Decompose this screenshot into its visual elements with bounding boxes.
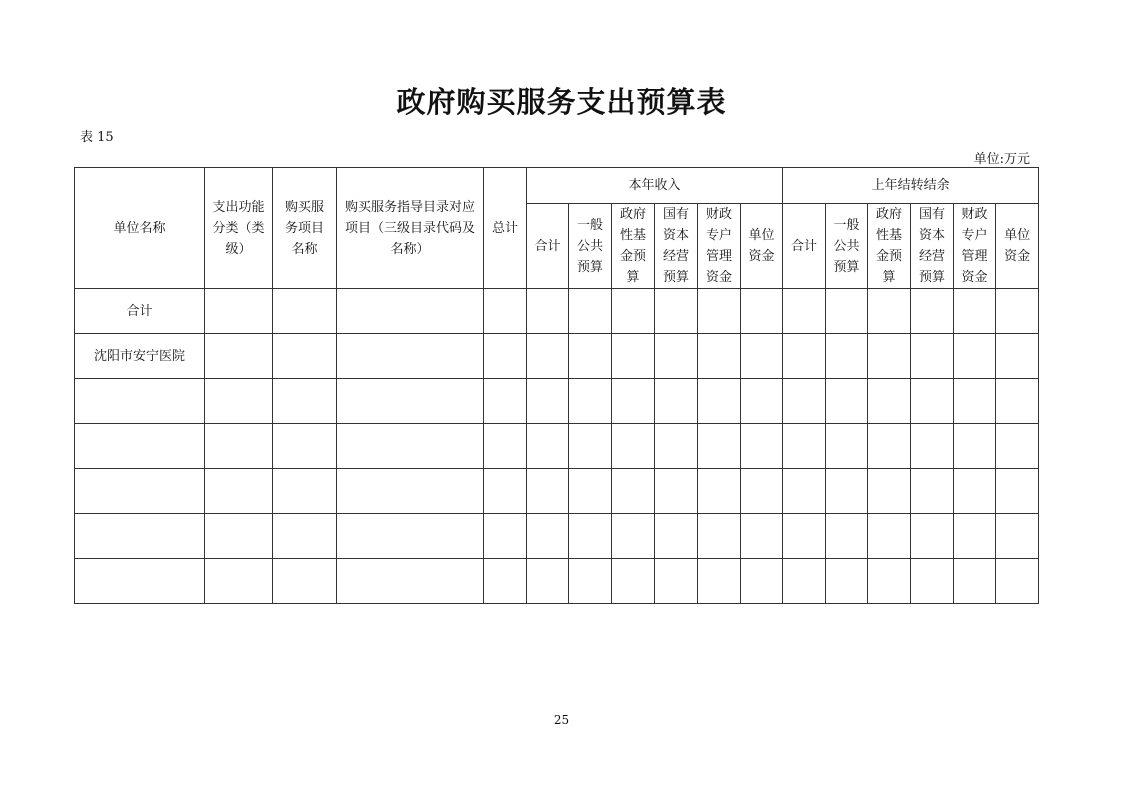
cell bbox=[826, 514, 868, 559]
cell bbox=[273, 469, 337, 514]
header-unit-name: 单位名称 bbox=[75, 168, 205, 289]
cell bbox=[698, 514, 741, 559]
subheader-income-fund: 政府性基金预算 bbox=[612, 204, 655, 289]
cell bbox=[954, 469, 996, 514]
cell bbox=[868, 334, 911, 379]
document-title: 政府购买服务支出预算表 bbox=[396, 85, 727, 119]
cell bbox=[337, 289, 484, 334]
cell bbox=[612, 334, 655, 379]
cell bbox=[783, 379, 826, 424]
row-unit-name bbox=[75, 514, 205, 559]
cell bbox=[954, 424, 996, 469]
cell bbox=[655, 379, 698, 424]
cell bbox=[868, 379, 911, 424]
cell bbox=[569, 514, 612, 559]
cell bbox=[954, 379, 996, 424]
subheader-carryover-fund: 政府性基金预算 bbox=[868, 204, 911, 289]
cell bbox=[741, 334, 783, 379]
cell bbox=[698, 289, 741, 334]
cell bbox=[996, 559, 1039, 604]
cell bbox=[868, 469, 911, 514]
cell bbox=[337, 559, 484, 604]
table-number: 表 15 bbox=[80, 130, 114, 145]
cell bbox=[655, 334, 698, 379]
cell bbox=[612, 514, 655, 559]
budget-table bbox=[74, 167, 1039, 604]
cell bbox=[569, 469, 612, 514]
cell bbox=[911, 559, 954, 604]
cell bbox=[337, 469, 484, 514]
cell bbox=[484, 424, 527, 469]
cell bbox=[527, 559, 569, 604]
cell bbox=[569, 379, 612, 424]
page-number: 25 bbox=[553, 713, 570, 727]
header-total: 总计 bbox=[484, 168, 527, 289]
cell bbox=[655, 469, 698, 514]
subheader-carryover-state-capital: 国有资本经营预算 bbox=[911, 204, 954, 289]
cell bbox=[205, 289, 273, 334]
cell bbox=[484, 379, 527, 424]
cell bbox=[741, 469, 783, 514]
cell bbox=[954, 334, 996, 379]
cell bbox=[337, 424, 484, 469]
subheader-income-special-account: 财政专户管理资金 bbox=[698, 204, 741, 289]
table-row bbox=[75, 379, 1039, 424]
cell bbox=[569, 424, 612, 469]
row-unit-name: 沈阳市安宁医院 bbox=[75, 334, 205, 379]
cell bbox=[868, 424, 911, 469]
cell bbox=[868, 514, 911, 559]
cell bbox=[484, 514, 527, 559]
cell bbox=[783, 424, 826, 469]
cell bbox=[996, 424, 1039, 469]
subheader-income-total: 合计 bbox=[527, 204, 569, 289]
cell bbox=[527, 469, 569, 514]
cell bbox=[527, 424, 569, 469]
cell bbox=[527, 379, 569, 424]
cell bbox=[783, 514, 826, 559]
cell bbox=[527, 334, 569, 379]
cell bbox=[273, 379, 337, 424]
header-function-class: 支出功能分类（类级） bbox=[205, 168, 273, 289]
cell bbox=[337, 379, 484, 424]
cell bbox=[996, 469, 1039, 514]
header-carryover: 上年结转结余 bbox=[783, 168, 1039, 204]
cell bbox=[205, 334, 273, 379]
cell bbox=[569, 334, 612, 379]
cell bbox=[337, 334, 484, 379]
row-unit-name bbox=[75, 469, 205, 514]
cell bbox=[655, 514, 698, 559]
cell bbox=[954, 514, 996, 559]
header-project-name: 购买服务项目名称 bbox=[273, 168, 337, 289]
cell bbox=[911, 334, 954, 379]
subheader-carryover-total: 合计 bbox=[783, 204, 826, 289]
cell bbox=[612, 469, 655, 514]
table-row bbox=[75, 289, 1039, 334]
cell bbox=[911, 514, 954, 559]
cell bbox=[205, 379, 273, 424]
cell bbox=[484, 469, 527, 514]
cell bbox=[527, 289, 569, 334]
header-guide-catalog: 购买服务指导目录对应项目（三级目录代码及名称） bbox=[337, 168, 484, 289]
subheader-carryover-general: 一般公共预算 bbox=[826, 204, 868, 289]
cell bbox=[655, 559, 698, 604]
cell bbox=[783, 334, 826, 379]
cell bbox=[273, 424, 337, 469]
cell bbox=[698, 334, 741, 379]
cell bbox=[741, 289, 783, 334]
cell bbox=[612, 424, 655, 469]
cell bbox=[273, 334, 337, 379]
cell bbox=[698, 469, 741, 514]
header-current-year-income: 本年收入 bbox=[527, 168, 783, 204]
cell bbox=[273, 514, 337, 559]
cell bbox=[569, 559, 612, 604]
cell bbox=[698, 559, 741, 604]
cell bbox=[826, 424, 868, 469]
cell bbox=[826, 559, 868, 604]
cell bbox=[484, 289, 527, 334]
cell bbox=[911, 379, 954, 424]
cell bbox=[826, 334, 868, 379]
table-row bbox=[75, 334, 1039, 379]
cell bbox=[783, 559, 826, 604]
cell bbox=[205, 469, 273, 514]
cell bbox=[783, 289, 826, 334]
subheader-carryover-unit-funds: 单位资金 bbox=[996, 204, 1039, 289]
cell bbox=[911, 289, 954, 334]
cell bbox=[655, 424, 698, 469]
cell bbox=[868, 289, 911, 334]
cell bbox=[612, 379, 655, 424]
cell bbox=[484, 334, 527, 379]
cell bbox=[741, 559, 783, 604]
cell bbox=[698, 424, 741, 469]
row-unit-name bbox=[75, 379, 205, 424]
cell bbox=[996, 289, 1039, 334]
cell bbox=[741, 514, 783, 559]
cell bbox=[911, 469, 954, 514]
cell bbox=[741, 424, 783, 469]
unit-label: 单位:万元 bbox=[973, 152, 1030, 167]
cell bbox=[954, 559, 996, 604]
cell bbox=[484, 559, 527, 604]
row-unit-name bbox=[75, 559, 205, 604]
cell bbox=[205, 514, 273, 559]
table-row bbox=[75, 469, 1039, 514]
cell bbox=[911, 424, 954, 469]
cell bbox=[612, 289, 655, 334]
cell bbox=[273, 559, 337, 604]
cell bbox=[205, 424, 273, 469]
cell bbox=[826, 289, 868, 334]
row-unit-name: 合计 bbox=[75, 289, 205, 334]
cell bbox=[655, 289, 698, 334]
cell bbox=[527, 514, 569, 559]
table-row bbox=[75, 424, 1039, 469]
subheader-carryover-special-account: 财政专户管理资金 bbox=[954, 204, 996, 289]
cell bbox=[826, 469, 868, 514]
cell bbox=[954, 289, 996, 334]
row-unit-name bbox=[75, 424, 205, 469]
cell bbox=[783, 469, 826, 514]
cell bbox=[741, 379, 783, 424]
cell bbox=[698, 379, 741, 424]
cell bbox=[569, 289, 612, 334]
cell bbox=[996, 334, 1039, 379]
cell bbox=[868, 559, 911, 604]
subheader-income-unit-funds: 单位资金 bbox=[741, 204, 783, 289]
subheader-income-general: 一般公共预算 bbox=[569, 204, 612, 289]
table-row bbox=[75, 514, 1039, 559]
cell bbox=[612, 559, 655, 604]
cell bbox=[337, 514, 484, 559]
cell bbox=[273, 289, 337, 334]
table-row bbox=[75, 559, 1039, 604]
cell bbox=[996, 514, 1039, 559]
cell bbox=[826, 379, 868, 424]
subheader-income-state-capital: 国有资本经营预算 bbox=[655, 204, 698, 289]
cell bbox=[205, 559, 273, 604]
cell bbox=[996, 379, 1039, 424]
